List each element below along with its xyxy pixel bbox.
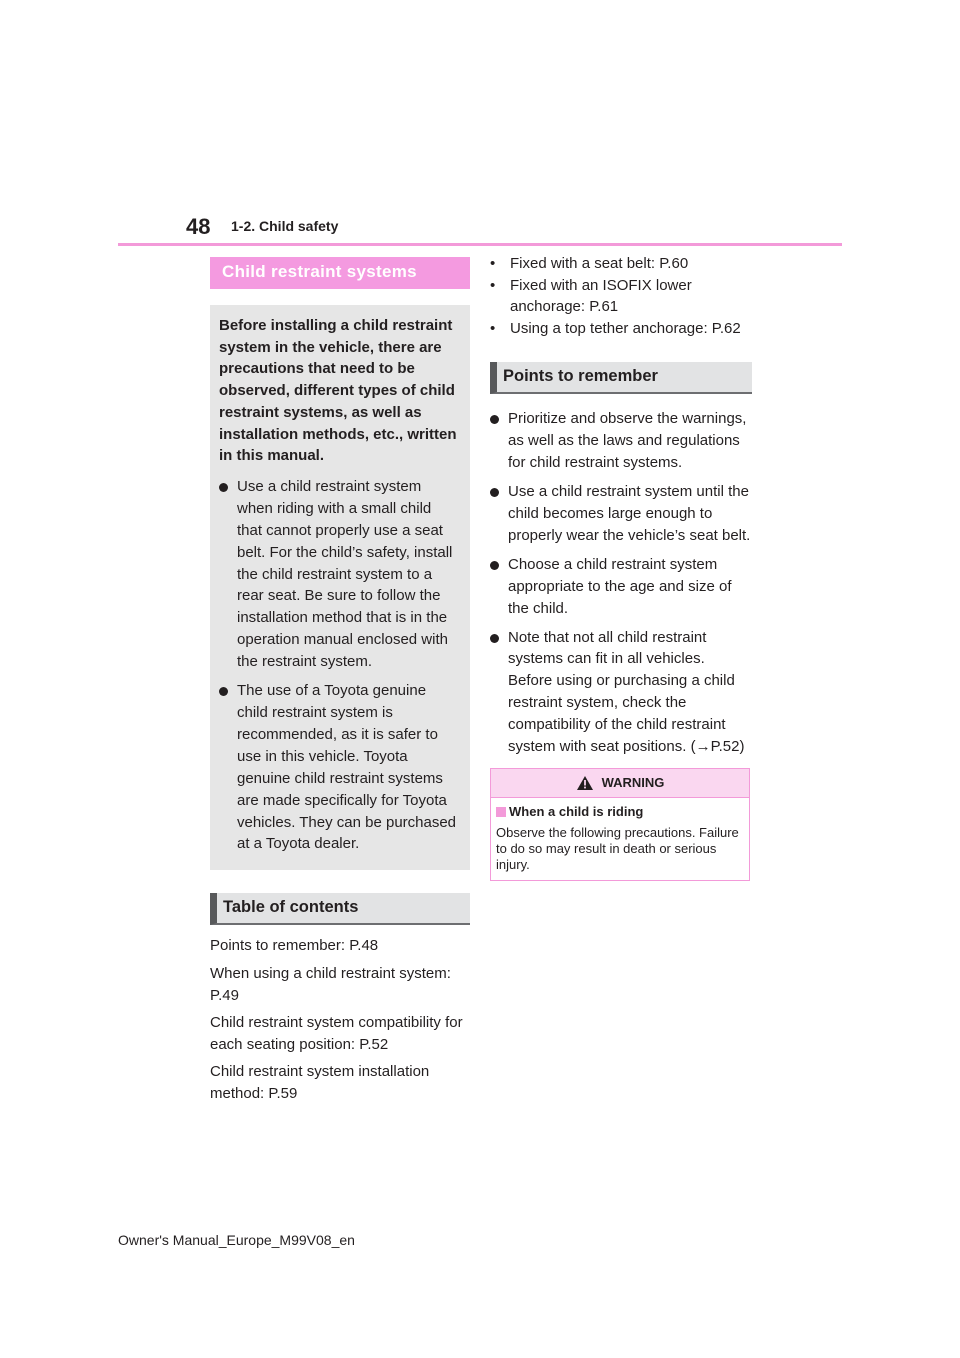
bullet-icon: [219, 687, 228, 696]
page-number: 48: [186, 214, 211, 239]
toc-entry[interactable]: Child restraint system compatibility for each seating position: P.52: [210, 1014, 463, 1053]
toc-subentry-text: Fixed with an ISOFIX lower anchorage: P.61: [510, 276, 692, 316]
toc-heading: Table of contents: [210, 893, 470, 925]
bullet-text: The use of a Toyota genuine child restraint system is recommended, as it is safer to use in this vehicle. Toyota genuine child restraint systems are made specifically for Toyota vehicles. They can be purchased at a Toyota dealer.: [237, 682, 457, 853]
toc-subentry[interactable]: [490, 253, 752, 275]
toc-entry[interactable]: Child restraint system installation method: P.59: [210, 1063, 430, 1102]
bullet-item: [490, 627, 752, 758]
toc-subentry[interactable]: [490, 275, 752, 318]
bullet-icon: [490, 561, 499, 570]
dot-icon: •: [490, 319, 496, 337]
intro-text: Before installing a child restraint system in the vehicle, there are precautions that need to be observed, different types of child restraint systems, as well as installation methods, etc., written in this manual.: [219, 317, 457, 465]
bullet-item: [219, 476, 460, 673]
section-label: 1-2. Child safety: [231, 218, 339, 234]
toc-sublist: [490, 253, 752, 339]
dot-icon: •: [490, 255, 496, 272]
toc-subentry-text: Fixed with a seat belt: P.60: [510, 255, 689, 272]
bullet-text: Use a child restraint system when riding with a small child that cannot properly use a seat belt. For the child’s safety, install the child restraint system to a rear seat. Be sure to follow the installation method that is in the operation manual enclosed with the restraint system.: [237, 477, 453, 671]
warning-title: WARNING: [601, 775, 665, 791]
warning-text: Observe the following precautions. Failure to do so may result in death or serious injury.: [496, 824, 739, 872]
child-restraint-heading: Child restraint systems: [210, 257, 470, 289]
bullet-icon: [490, 488, 499, 497]
intro-bullets: [219, 476, 460, 855]
bullet-text: Use a child restraint system until the child becomes large enough to properly wear the vehicle’s seat belt.: [508, 483, 751, 544]
warning-body: [491, 798, 749, 880]
points-heading: Points to remember: [490, 362, 752, 394]
right-column: [490, 253, 752, 881]
footer-text: Owner's Manual_Europe_M99V08_en: [118, 1232, 355, 1248]
toc-subentry-text: Using a top tether anchorage: P.62: [510, 319, 741, 337]
warning-subheading-text: When a child is riding: [509, 803, 644, 819]
bullet-item: [490, 408, 752, 474]
bullet-icon: [490, 634, 499, 643]
intro-box: [210, 305, 470, 870]
square-icon: [496, 807, 506, 817]
bullet-item: [490, 481, 752, 547]
bullet-icon: [219, 483, 228, 492]
bullet-text: Prioritize and observe the warnings, as well as the laws and regulations for child restraint systems.: [508, 410, 747, 472]
bullet-text: Note that not all child restraint systems can fit in all vehicles. Before using or purchasing a child restraint system, check the compatibility of the child restraint system with seat positions. (→P.52): [508, 628, 745, 756]
toc-subentry[interactable]: [490, 318, 752, 340]
points-bullets: [490, 408, 752, 758]
warning-header: [491, 769, 749, 798]
dot-icon: •: [490, 276, 496, 294]
bullet-item: [490, 554, 752, 620]
toc-list: [210, 935, 470, 1104]
bullet-text: Choose a child restraint system appropriate to the age and size of the child.: [508, 555, 732, 617]
warning-box: [490, 768, 750, 881]
bullet-icon: [490, 415, 499, 424]
toc-entry[interactable]: When using a child restraint system: P.49: [210, 964, 451, 1004]
bullet-item: [219, 680, 460, 855]
toc-entry[interactable]: Points to remember: P.48: [210, 937, 379, 955]
warning-triangle-icon: [576, 775, 594, 791]
header-rule: [118, 243, 842, 246]
warning-subheading: [496, 803, 744, 821]
left-column: [210, 257, 470, 1110]
